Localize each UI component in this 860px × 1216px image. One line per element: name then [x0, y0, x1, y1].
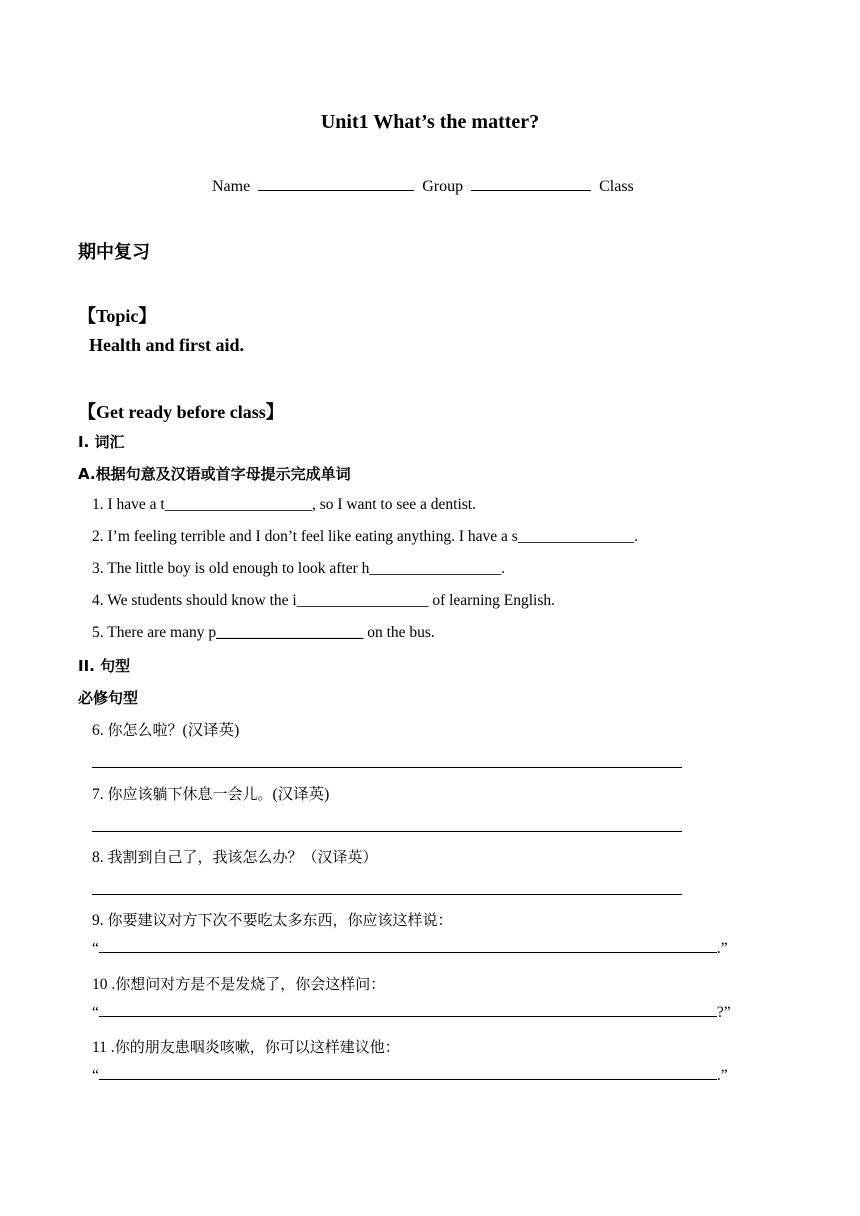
group-blank[interactable]	[471, 189, 591, 191]
group-label: Group	[422, 178, 464, 195]
student-info-row	[212, 178, 634, 196]
quote-answer-9[interactable]: “ .”	[92, 940, 728, 957]
topic-heading: 【Topic】	[78, 306, 157, 326]
ready-heading: 【Get ready before class】	[78, 402, 284, 422]
page-title: Unit1 What’s the matter?	[320, 111, 540, 133]
answer-line-7[interactable]	[92, 831, 682, 832]
vocab-item-1: 1. I have a t___________________, so I want to see a dentist.	[92, 496, 476, 513]
vocab-item-3: 3. The little boy is old enough to look after h_________________.	[92, 560, 506, 577]
sentence-item-6: 6. 你怎么啦？(汉译英)	[92, 721, 240, 739]
quote-answer-11[interactable]: “ .”	[92, 1067, 728, 1084]
answer-line-8[interactable]	[92, 894, 682, 895]
section-heading: 期中复习	[78, 242, 150, 263]
vocab-blank-3[interactable]: _________________	[369, 560, 502, 577]
vocab-item-4: 4. We students should know the i_________________ of learning English.	[92, 592, 556, 609]
answer-line-6[interactable]	[92, 767, 682, 768]
vocab-item-5: 5. There are many p___________________ on the bus.	[92, 624, 435, 641]
part1-label: I. 词汇	[78, 433, 125, 451]
sentence-item-9: 9. 你要建议对方下次不要吃太多东西，你应该这样说：	[92, 911, 453, 929]
sentence-item-8: 8. 我割到自己了，我该怎么办？（汉译英）	[92, 848, 378, 866]
class-label: Class	[599, 178, 634, 195]
partA-label: A.根据句意及汉语或首字母提示完成单词	[78, 465, 351, 483]
topic-text: Health and first aid.	[89, 335, 245, 355]
vocab-blank-1[interactable]: ___________________	[164, 496, 312, 513]
part2-label: II. 句型	[78, 657, 131, 675]
vocab-blank-4[interactable]: _________________	[296, 592, 429, 609]
quote-answer-10[interactable]: “ ?”	[92, 1004, 731, 1021]
name-blank[interactable]	[258, 189, 414, 191]
vocab-blank-5[interactable]: ___________________	[216, 624, 364, 641]
sentence-item-10: 10 .你想问对方是不是发烧了，你会这样问：	[92, 975, 386, 993]
vocab-item-2: 2. I’m feeling terrible and I don’t feel like eating anything. I have a s_______________.	[92, 528, 638, 545]
sentence-item-7: 7. 你应该躺下休息一会儿。(汉译英)	[92, 785, 330, 803]
required-label: 必修句型	[78, 689, 139, 707]
name-label: Name	[212, 178, 251, 195]
sentence-item-11: 11 .你的朋友患咽炎咳嗽，你可以这样建议他：	[92, 1038, 400, 1056]
vocab-blank-2[interactable]: _______________	[517, 528, 635, 545]
